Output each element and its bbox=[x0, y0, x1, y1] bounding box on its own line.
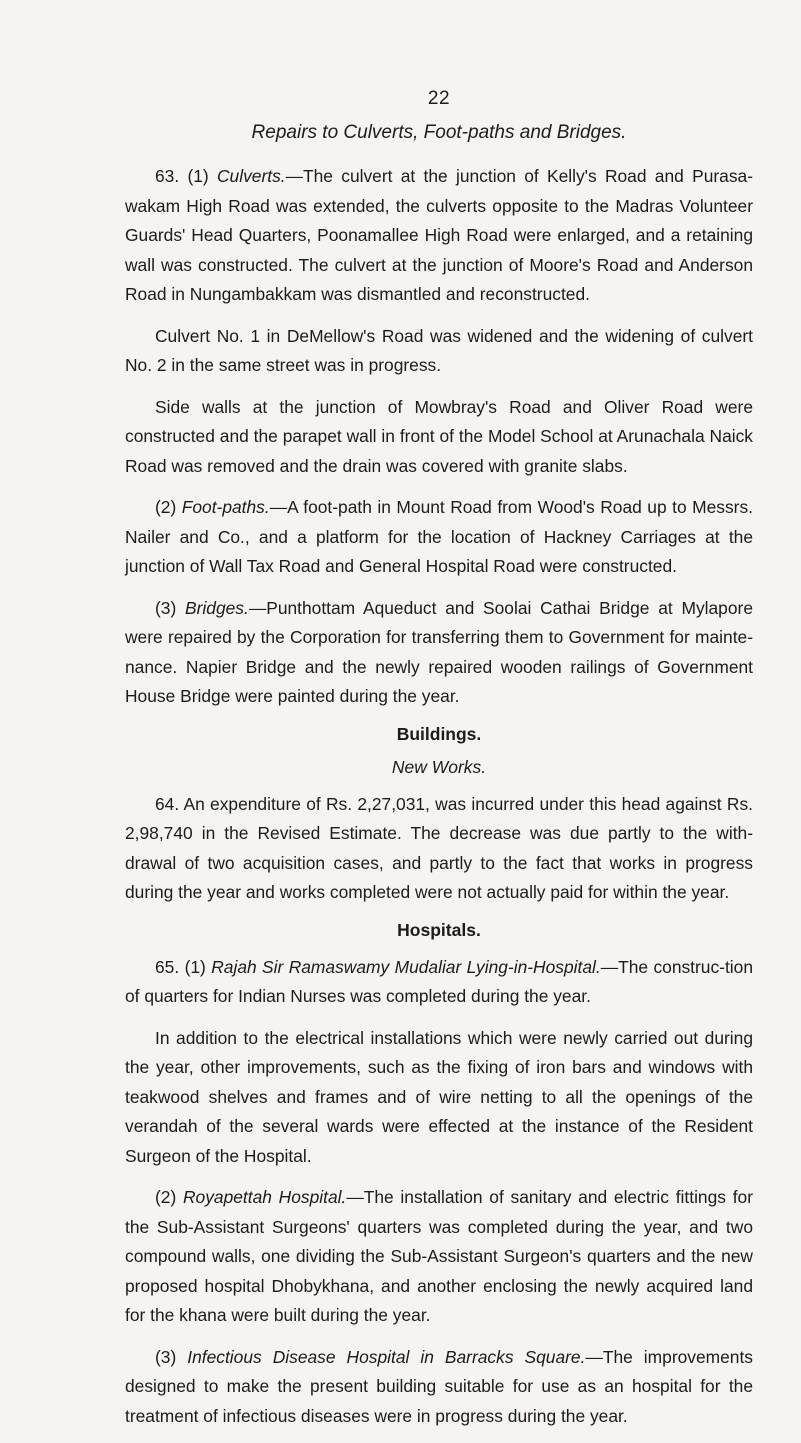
paragraph-text: —The construc-tion of quarters for Indian Nurses was completed during the year. bbox=[125, 956, 754, 1006]
paragraph-text: —The installation of sanitary and electric fittings for the Sub-Assistant Surgeons' quarters was completed during the year, and two compound walls, one dividing the Sub-Assistant Surgeon's quarters and the new proposed hospital Dhobykhana, and another enclosing the newly acquired land for the khana were built during the year. bbox=[125, 1187, 753, 1325]
hospitals-heading: Hospitals. bbox=[397, 919, 481, 940]
paragraph-label: Bridges. bbox=[185, 597, 249, 618]
paragraph-65-lying-in-hospital bbox=[125, 953, 753, 1012]
paragraph-side-walls: Side walls at the junction of Mowbray's Road and Oliver Road were constructed and the parapet wall in front of the Model School at Arunachala Naick Road was removed and the drain was covered with granite slabs. bbox=[125, 396, 753, 476]
paragraph-63-foot-paths bbox=[125, 493, 753, 582]
paragraph-text: —A foot-path in Mount Road from Wood's Road up to Messrs. Nailer and Co., and a platform for the location of Hackney Carriages at the junction of Wall Tax Road and General Hospital Road were constructed. bbox=[125, 497, 753, 576]
paragraph-text: —Punthottam Aqueduct and Soolai Cathai Bridge at Mylapore were repaired by the Corporation for transferring them to Government for mainte-nance. Napier Bridge and the newly repaired wooden railings of Government House Bridge were painted during the year. bbox=[125, 597, 753, 706]
paragraph-lead: 63. (1) bbox=[155, 166, 217, 186]
paragraph-label: Foot-paths. bbox=[181, 497, 270, 517]
paragraph-64: 64. An expenditure of Rs. 2,27,031, was incurred under this head against Rs. 2,98,740 in the Revised Estimate. The decrease was due partly to the with-drawal of two acquisition cases, and partly to the fact that works in progress during the year and works completed were not actually paid for within the year. bbox=[125, 793, 753, 902]
paragraph-lead: (3) bbox=[155, 597, 186, 618]
paragraph-label: Rajah Sir Ramaswamy Mudaliar Lying-in-Hospital. bbox=[211, 956, 601, 977]
paragraph-lead: (2) bbox=[155, 497, 182, 517]
paragraph-label: Infectious Disease Hospital in Barracks Square. bbox=[187, 1346, 586, 1367]
paragraph-culvert-no-1: Culvert No. 1 in DeMellow's Road was widened and the widening of culvert No. 2 in the same street was in progress. bbox=[125, 325, 753, 375]
section-title: Repairs to Culverts, Foot-paths and Bridges. bbox=[251, 122, 627, 143]
paragraph-text: —The improvements designed to make the present building suitable for use as an hospital for the treatment of infectious diseases were in progress during the year. bbox=[125, 1346, 754, 1426]
paragraph-lead: (3) bbox=[155, 1346, 188, 1367]
page-number: 22 bbox=[427, 88, 451, 109]
new-works-heading: New Works. bbox=[391, 756, 487, 777]
paragraph-63-bridges bbox=[125, 594, 753, 712]
paragraph-text: —The culvert at the junction of Kelly's Road and Purasa-wakam High Road was extended, the culverts opposite to the Madras Volunteer Guards' Head Quarters, Poonamallee High Road were enlarged, and a retaining wall was constructed. The culvert at the junction of Moore's Road and Anderson Road in Nungambakkam was dismantled and reconstructed. bbox=[125, 166, 753, 304]
paragraph-lead: 65. (1) bbox=[155, 956, 212, 977]
paragraph-label: Culverts. bbox=[216, 166, 286, 186]
paragraph-65-addition: In addition to the electrical installations which were newly carried out during the year, other improvements, such as the fixing of iron bars and windows with teakwood shelves and frames and of wire netting to all the openings of the verandah of the several wards were effected at the instance of the Resident Surgeon of the Hospital. bbox=[125, 1027, 753, 1166]
page-content bbox=[125, 88, 753, 1443]
paragraph-label: Royapettah Hospital. bbox=[182, 1187, 347, 1207]
paragraph-65-infectious-disease bbox=[125, 1343, 753, 1432]
buildings-heading: Buildings. bbox=[396, 723, 482, 744]
paragraph-63-culverts bbox=[125, 162, 753, 310]
paragraph-lead: (2) bbox=[155, 1187, 183, 1207]
paragraph-65-royapettah bbox=[125, 1183, 753, 1331]
